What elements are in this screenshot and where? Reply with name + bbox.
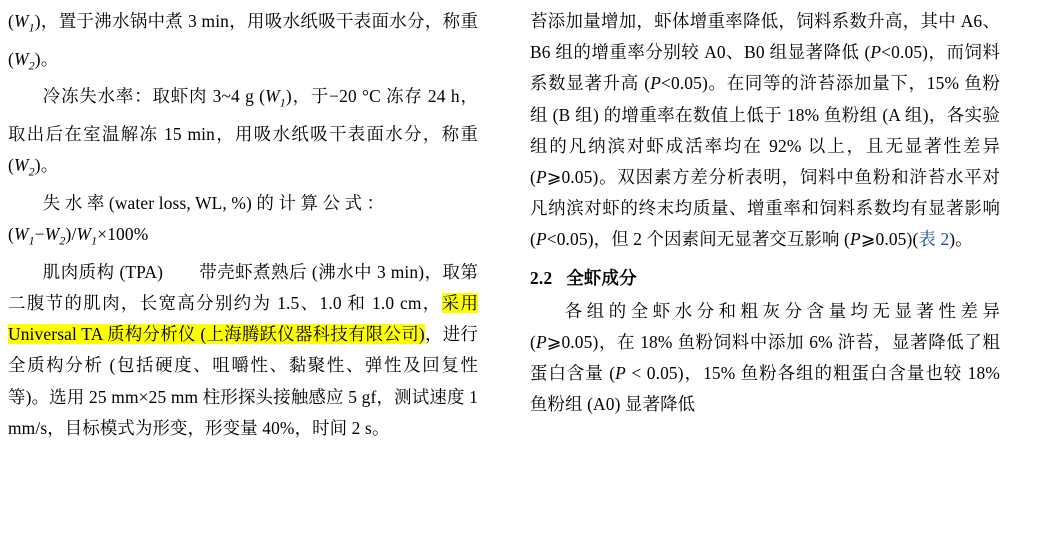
italic-symbol: P bbox=[870, 42, 882, 63]
right-column-body-bottom bbox=[530, 296, 1000, 421]
text-run: ×100% bbox=[97, 224, 149, 245]
text-run: ⩾0.05)，在 18% 鱼粉饲料中添加 6% 浒苔，显著降低了粗蛋白含量 ( bbox=[530, 331, 1000, 384]
two-column-layout bbox=[8, 6, 1045, 444]
text-run: < 0.05)，15% 鱼粉各组的粗蛋白含量也较 18% 鱼粉组 (A0) 显著降低 bbox=[530, 363, 1000, 415]
text-run: ⩾0.05)。双因素方差分析表明，饲料中鱼粉和浒苔水平对凡纳滨对虾的终末均质量、增重率和饲料系数均有显著影响 ( bbox=[530, 167, 1000, 250]
paragraph bbox=[8, 81, 478, 188]
text-run: 失 水 率 (water loss, WL, %) 的 计 算 公 式 ： bbox=[42, 192, 385, 213]
right-column-body-top bbox=[530, 6, 1000, 256]
text-run: 肌肉质构 (TPA) 带壳虾煮熟后 (沸水中 3 min)，取第二腹节的肌肉，长宽高分别约为 1.5、1.0 和 1.0 cm， bbox=[8, 261, 478, 313]
paragraph bbox=[530, 296, 1000, 421]
text-run: ⩾0.05)( bbox=[860, 229, 919, 250]
italic-symbol: W bbox=[13, 48, 29, 69]
right-column bbox=[530, 6, 1000, 444]
text-run: ，进行全质构分析 (包括硬度、咀嚼性、黏聚性、弹性及回复性等)。选用 25 mm×25 mm 柱形探头接触感应 5 gf，测试速度 1 mm/s，目标模式为形变，形变量 40%，时间 2 s。 bbox=[8, 324, 479, 438]
left-column-body bbox=[8, 6, 478, 444]
paragraph bbox=[8, 6, 478, 81]
text-run: )。 bbox=[34, 155, 59, 176]
section-heading bbox=[530, 263, 1000, 293]
text-run: <0.05)，而饲料系数显著升高 ( bbox=[530, 42, 1000, 94]
text-run: 冷冻失水率：取虾肉 3~4 g ( bbox=[42, 86, 266, 107]
paragraph bbox=[530, 6, 1000, 256]
text-run: <0.05)，但 2 个因素间无显著交互影响 ( bbox=[546, 229, 850, 250]
italic-symbol: P bbox=[535, 331, 547, 352]
table-reference-link[interactable]: 表 2 bbox=[918, 229, 950, 250]
subscript: 2 bbox=[28, 164, 35, 179]
subscript: 2 bbox=[28, 58, 35, 73]
italic-symbol: W bbox=[13, 155, 29, 176]
paragraph bbox=[8, 219, 478, 257]
subscript: 1 bbox=[279, 95, 286, 110]
subscript: 1 bbox=[28, 20, 35, 35]
text-run: <0.05)。在同等的浒苔添加量下，15% 鱼粉组 (B 组) 的增重率在数值上低于 18% 鱼粉组 (A 组)，各实验组的凡纳滨对虾成活率均在 92% 以上，且无显著性差异 ( bbox=[530, 73, 1000, 188]
section-number: 2.2 bbox=[530, 267, 553, 288]
text-run: )/ bbox=[65, 224, 77, 245]
italic-symbol: W bbox=[76, 224, 92, 245]
text-run: 各组的全虾水分和粗灰分含量均无显著性差异 ( bbox=[530, 300, 1000, 352]
text-run: )。 bbox=[34, 48, 59, 69]
text-run: − bbox=[34, 224, 45, 245]
italic-symbol: P bbox=[615, 363, 626, 384]
text-run: ( bbox=[8, 224, 14, 245]
italic-symbol: P bbox=[650, 73, 661, 94]
subscript: 2 bbox=[59, 233, 66, 248]
italic-symbol: P bbox=[849, 229, 861, 250]
text-run: )，置于沸水锅中煮 3 min，用吸水纸吸干表面水分，称重 ( bbox=[8, 11, 478, 69]
subscript: 1 bbox=[28, 233, 35, 248]
italic-symbol: W bbox=[44, 224, 60, 245]
paragraph bbox=[8, 188, 478, 219]
left-column bbox=[8, 6, 478, 444]
text-run: )。 bbox=[949, 229, 973, 250]
italic-symbol: P bbox=[535, 229, 547, 250]
italic-symbol: W bbox=[13, 224, 29, 245]
subscript: 1 bbox=[91, 233, 98, 248]
text-run: )，于−20 °C 冻存 24 h，取出后在室温解冻 15 min，用吸水纸吸干表面水分，称重 ( bbox=[8, 86, 478, 176]
italic-symbol: P bbox=[535, 167, 547, 188]
highlighted-text: 采用 Universal TA 质构分析仪 (上海腾跃仪器科技有限公司) bbox=[8, 292, 478, 345]
text-run: 苔添加量增加，虾体增重率降低，饲料系数升高，其中 A6、B6 组的增重率分别较 A0、B0 组显著降低 ( bbox=[530, 11, 1000, 63]
paragraph bbox=[8, 257, 478, 444]
italic-symbol: W bbox=[13, 11, 29, 31]
text-run: ( bbox=[8, 11, 14, 31]
section-title: 全虾成分 bbox=[566, 267, 637, 288]
italic-symbol: W bbox=[265, 86, 280, 107]
